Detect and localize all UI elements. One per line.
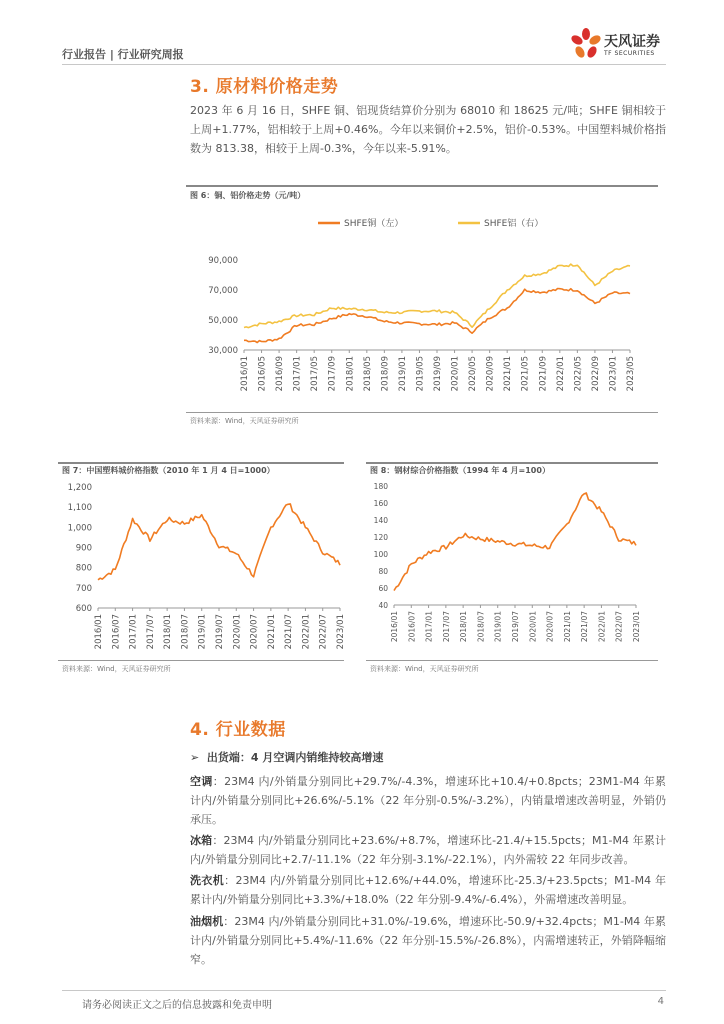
- data-point: [410, 563, 412, 565]
- data-point: [635, 543, 637, 545]
- data-point: [287, 502, 289, 504]
- x-tick-label: 2022/07: [614, 611, 624, 643]
- y-tick-label: 80: [378, 567, 388, 576]
- data-point: [384, 312, 386, 314]
- ac-label: 空调: [190, 775, 213, 788]
- y-tick-label: 160: [373, 499, 388, 508]
- data-point: [559, 288, 561, 290]
- ac-paragraph: [190, 772, 666, 829]
- data-point: [348, 308, 350, 310]
- x-tick-label: 2016/01: [240, 356, 250, 392]
- figure7-title: 图 7：中国塑料城价格指数（2010 年 1 月 4 日=1000）: [62, 466, 275, 475]
- hood-paragraph: [190, 912, 666, 969]
- washer-text: ：23M4 内/外销量分别同比+12.6%/+44.0%，增速环比-25.3/+23.5pcts；M1-M4 年累计内/外销量分别同比+3.3%/+18.0%（22 年分别-9.4%/-6.4%），外需增速改善明显。: [190, 874, 666, 906]
- y-tick-label: 60: [378, 584, 388, 593]
- y-tick-label: 120: [373, 533, 388, 542]
- x-tick-label: 2022/01: [597, 611, 607, 643]
- data-point: [296, 315, 298, 317]
- data-point: [97, 579, 99, 581]
- x-tick-label: 2018/01: [163, 614, 174, 650]
- data-point: [184, 523, 186, 525]
- data-point: [419, 323, 421, 325]
- data-point: [253, 575, 255, 577]
- fridge-label: 冰箱: [190, 834, 213, 847]
- x-tick-label: 2019/05: [415, 356, 426, 392]
- data-point: [296, 324, 298, 326]
- data-point: [166, 518, 168, 520]
- plastic-price-index-chart: [58, 478, 344, 658]
- y-tick-label: 800: [75, 563, 92, 574]
- x-tick-label: 2021/05: [520, 356, 531, 392]
- x-tick-label: 2017/07: [145, 614, 156, 650]
- y-tick-label: 50,000: [208, 316, 238, 326]
- data-point: [445, 546, 447, 548]
- data-point: [339, 563, 341, 565]
- x-tick-label: 2019/01: [197, 614, 208, 650]
- x-tick-label: 2018/07: [476, 611, 486, 643]
- x-tick-label: 2019/07: [215, 614, 225, 650]
- x-tick-label: 2017/05: [310, 356, 321, 392]
- hood-text: ：23M4 内/外销量分别同比+31.0%/-19.6%，增速环比-50.9/+32.4pcts；M1-M4 年累计内/外销量分别同比+5.4%/-11.6%（22 年分别-15.5%/-26.8%），内需增速转正，外销降幅缩窄。: [190, 915, 666, 966]
- x-tick-label: 2019/01: [493, 611, 503, 643]
- figure6-top-rule: [186, 185, 658, 187]
- y-tick-label: 100: [373, 550, 388, 559]
- x-tick-label: 2016/07: [111, 614, 122, 650]
- data-point: [331, 307, 333, 309]
- data-point: [436, 310, 438, 312]
- x-tick-label: 2020/07: [249, 614, 260, 650]
- x-tick-label: 2018/09: [380, 356, 391, 392]
- x-tick-label: 2021/01: [503, 356, 514, 392]
- x-tick-label: 2016/05: [257, 356, 268, 392]
- data-point: [583, 492, 585, 494]
- x-tick-label: 2017/01: [292, 356, 303, 392]
- x-tick-label: 2022/05: [573, 356, 584, 392]
- data-point: [270, 527, 272, 529]
- figure7-source: 资料来源：Wind，天风证券研究所: [62, 665, 171, 673]
- x-tick-label: 2022/09: [590, 356, 601, 392]
- report-type-label: 行业报告 | 行业研究周报: [62, 48, 184, 61]
- x-tick-label: 2023/01: [632, 611, 641, 643]
- figure8-source: 资料来源：Wind，天风证券研究所: [370, 665, 479, 673]
- figure6-bottom-rule: [186, 412, 658, 413]
- data-point: [278, 321, 280, 323]
- y-tick-label: 1,100: [67, 503, 92, 514]
- series-line-1: [394, 493, 636, 591]
- x-tick-label: 2017/09: [327, 356, 338, 392]
- x-tick-label: 2016/01: [94, 614, 104, 650]
- x-tick-label: 2019/07: [511, 611, 520, 643]
- data-point: [577, 289, 579, 291]
- data-point: [261, 341, 263, 343]
- data-point: [566, 523, 568, 525]
- x-tick-label: 2022/07: [318, 614, 329, 650]
- data-point: [594, 303, 596, 305]
- data-point: [549, 546, 551, 548]
- raw-materials-paragraph: 2023 年 6 月 16 日，SHFE 铜、铝现货结算价分别为 68010 和 18625 元/吨；SHFE 铜相较于上周+1.77%，铝相较于上周+0.46%。今年以来铜价+2.5%，铝价-0.53%。中国塑料城价格指数为 813.38，相较于上周-0.3%，今年以来-5.91%。: [190, 104, 666, 155]
- logo-name-en: TF SECURITIES: [604, 50, 655, 57]
- x-tick-label: 2018/01: [345, 356, 356, 392]
- x-tick-label: 2023/01: [336, 614, 346, 650]
- x-tick-label: 2019/01: [397, 356, 408, 392]
- data-point: [201, 514, 203, 516]
- copper-aluminum-price-chart: [186, 205, 658, 410]
- x-tick-label: 2020/01: [232, 614, 243, 650]
- page-number: 4: [657, 996, 664, 1007]
- data-point: [313, 314, 315, 316]
- figure6-title: 图 6：铜、铝价格走势（元/吨）: [190, 191, 306, 200]
- fridge-text: ：23M4 内/外销量分别同比+23.6%/+8.7%，增速环比-21.4/+15.5pcts；M1-M4 年累计内/外销量分别同比+2.7/-11.1%（22 年分别-3.1%/-22.1%），内外需较 22 年同步改善。: [190, 834, 666, 866]
- data-point: [331, 318, 333, 320]
- data-point: [261, 323, 263, 325]
- data-point: [322, 551, 324, 553]
- ac-text: ：23M4 内/外销量分别同比+29.7%/-4.3%，增速环比+10.4/+0.8pcts；23M1-M4 年累计内/外销量分别同比+26.6%/-5.1%（22 年分别-0.5%/-3.2%），内销量增速改善明显，外销仍承压。: [190, 775, 666, 826]
- x-tick-label: 2021/07: [580, 611, 590, 643]
- shipment-bullet: [190, 749, 383, 765]
- data-point: [471, 325, 473, 327]
- data-point: [243, 327, 245, 329]
- x-tick-label: 2018/01: [459, 611, 469, 643]
- series-line-2: [244, 264, 630, 328]
- y-tick-label: 700: [75, 583, 92, 594]
- washer-paragraph: [190, 871, 666, 909]
- data-point: [305, 527, 307, 529]
- data-point: [506, 307, 508, 309]
- x-tick-label: 2017/07: [441, 611, 451, 643]
- x-tick-label: 2020/01: [450, 356, 461, 392]
- x-tick-label: 2023/05: [626, 356, 636, 392]
- y-tick-label: 90,000: [208, 256, 238, 266]
- x-tick-label: 2020/05: [468, 356, 479, 392]
- figure6-source: 资料来源：Wind，天风证券研究所: [190, 417, 299, 425]
- data-point: [278, 338, 280, 340]
- data-point: [454, 312, 456, 314]
- fridge-paragraph: [190, 831, 666, 869]
- x-tick-label: 2020/07: [545, 611, 555, 643]
- x-tick-label: 2016/07: [407, 611, 417, 643]
- x-tick-label: 2019/09: [433, 356, 443, 392]
- data-point: [489, 307, 491, 309]
- data-point: [384, 321, 386, 323]
- figure8-top-rule: [366, 462, 658, 464]
- data-point: [366, 309, 368, 311]
- disclaimer-text: 请务必阅读正文之后的信息披露和免责申明: [82, 1000, 272, 1011]
- data-point: [419, 310, 421, 312]
- steel-price-index-chart: [366, 478, 658, 658]
- data-point: [506, 289, 508, 291]
- data-point: [524, 275, 526, 277]
- data-point: [393, 590, 395, 592]
- series-line-1: [98, 504, 340, 580]
- tf-securities-logo: [568, 26, 678, 62]
- section-title-industry-data: 4. 行业数据: [190, 720, 286, 740]
- data-point: [480, 538, 482, 540]
- data-point: [541, 273, 543, 275]
- x-tick-label: 2022/01: [301, 614, 312, 650]
- x-tick-label: 2020/09: [485, 356, 496, 392]
- x-tick-label: 2020/01: [528, 611, 538, 643]
- data-point: [401, 312, 403, 314]
- data-point: [601, 511, 603, 513]
- washer-label: 洗衣机: [190, 874, 225, 887]
- x-tick-label: 2018/05: [362, 356, 373, 392]
- y-tick-label: 40: [378, 601, 388, 610]
- x-tick-label: 2016/09: [275, 356, 286, 392]
- hood-label: 油烟机: [190, 915, 224, 928]
- data-point: [462, 535, 464, 537]
- shipment-bullet-text: 出货端：4 月空调内销维持较高增速: [206, 751, 384, 764]
- data-point: [366, 315, 368, 317]
- data-point: [559, 265, 561, 267]
- y-tick-label: 900: [75, 543, 92, 554]
- x-tick-label: 2017/01: [128, 614, 139, 650]
- data-point: [524, 289, 526, 291]
- data-point: [612, 292, 614, 294]
- y-tick-label: 600: [75, 604, 92, 614]
- x-tick-label: 2021/07: [284, 614, 295, 650]
- data-point: [594, 285, 596, 287]
- arrow-bullet-icon: ➢: [190, 751, 207, 764]
- x-tick-label: 2021/09: [538, 356, 549, 392]
- data-point: [313, 324, 315, 326]
- y-tick-label: 70,000: [208, 286, 238, 296]
- data-point: [531, 545, 533, 547]
- section-title-raw-materials: 3. 原材料价格走势: [190, 77, 339, 97]
- data-point: [618, 538, 620, 540]
- data-point: [489, 317, 491, 319]
- footer-divider: [62, 990, 666, 991]
- figure7-top-rule: [58, 462, 344, 464]
- data-point: [436, 324, 438, 326]
- figure7-bottom-rule: [58, 660, 344, 661]
- data-point: [497, 540, 499, 542]
- data-point: [629, 265, 631, 267]
- y-tick-label: 180: [373, 482, 388, 491]
- data-point: [114, 569, 116, 571]
- y-tick-label: 1,000: [67, 523, 92, 534]
- y-tick-label: 1,200: [67, 483, 92, 493]
- x-tick-label: 2021/01: [266, 614, 277, 650]
- data-point: [471, 331, 473, 333]
- data-point: [428, 552, 430, 554]
- legend-label-1: SHFE铜（左）: [344, 219, 404, 229]
- data-point: [243, 339, 245, 341]
- data-point: [514, 543, 516, 545]
- data-point: [132, 518, 134, 520]
- data-point: [612, 270, 614, 272]
- x-tick-label: 2023/01: [608, 356, 619, 392]
- figure8-title: 图 8：钢材综合价格指数（1994 年 4 月=100）: [370, 466, 550, 475]
- data-point: [629, 293, 631, 295]
- header-divider: [62, 64, 666, 65]
- x-tick-label: 2017/01: [424, 611, 434, 643]
- flower-logo-icon: [568, 26, 604, 62]
- y-tick-label: 30,000: [208, 346, 238, 356]
- data-point: [541, 291, 543, 293]
- data-point: [149, 539, 151, 541]
- x-tick-label: 2021/01: [562, 611, 572, 643]
- x-tick-label: 2018/07: [180, 614, 191, 650]
- legend-label-2: SHFE铝（右）: [484, 219, 544, 229]
- data-point: [454, 322, 456, 324]
- data-point: [218, 545, 220, 547]
- x-tick-label: 2022/01: [555, 356, 566, 392]
- logo-name-cn: 天风证券: [604, 34, 660, 50]
- data-point: [235, 553, 237, 555]
- figure8-bottom-rule: [366, 660, 658, 661]
- x-tick-label: 2016/01: [390, 611, 399, 643]
- data-point: [348, 313, 350, 315]
- data-point: [577, 264, 579, 266]
- data-point: [401, 322, 403, 324]
- y-tick-label: 140: [373, 516, 388, 525]
